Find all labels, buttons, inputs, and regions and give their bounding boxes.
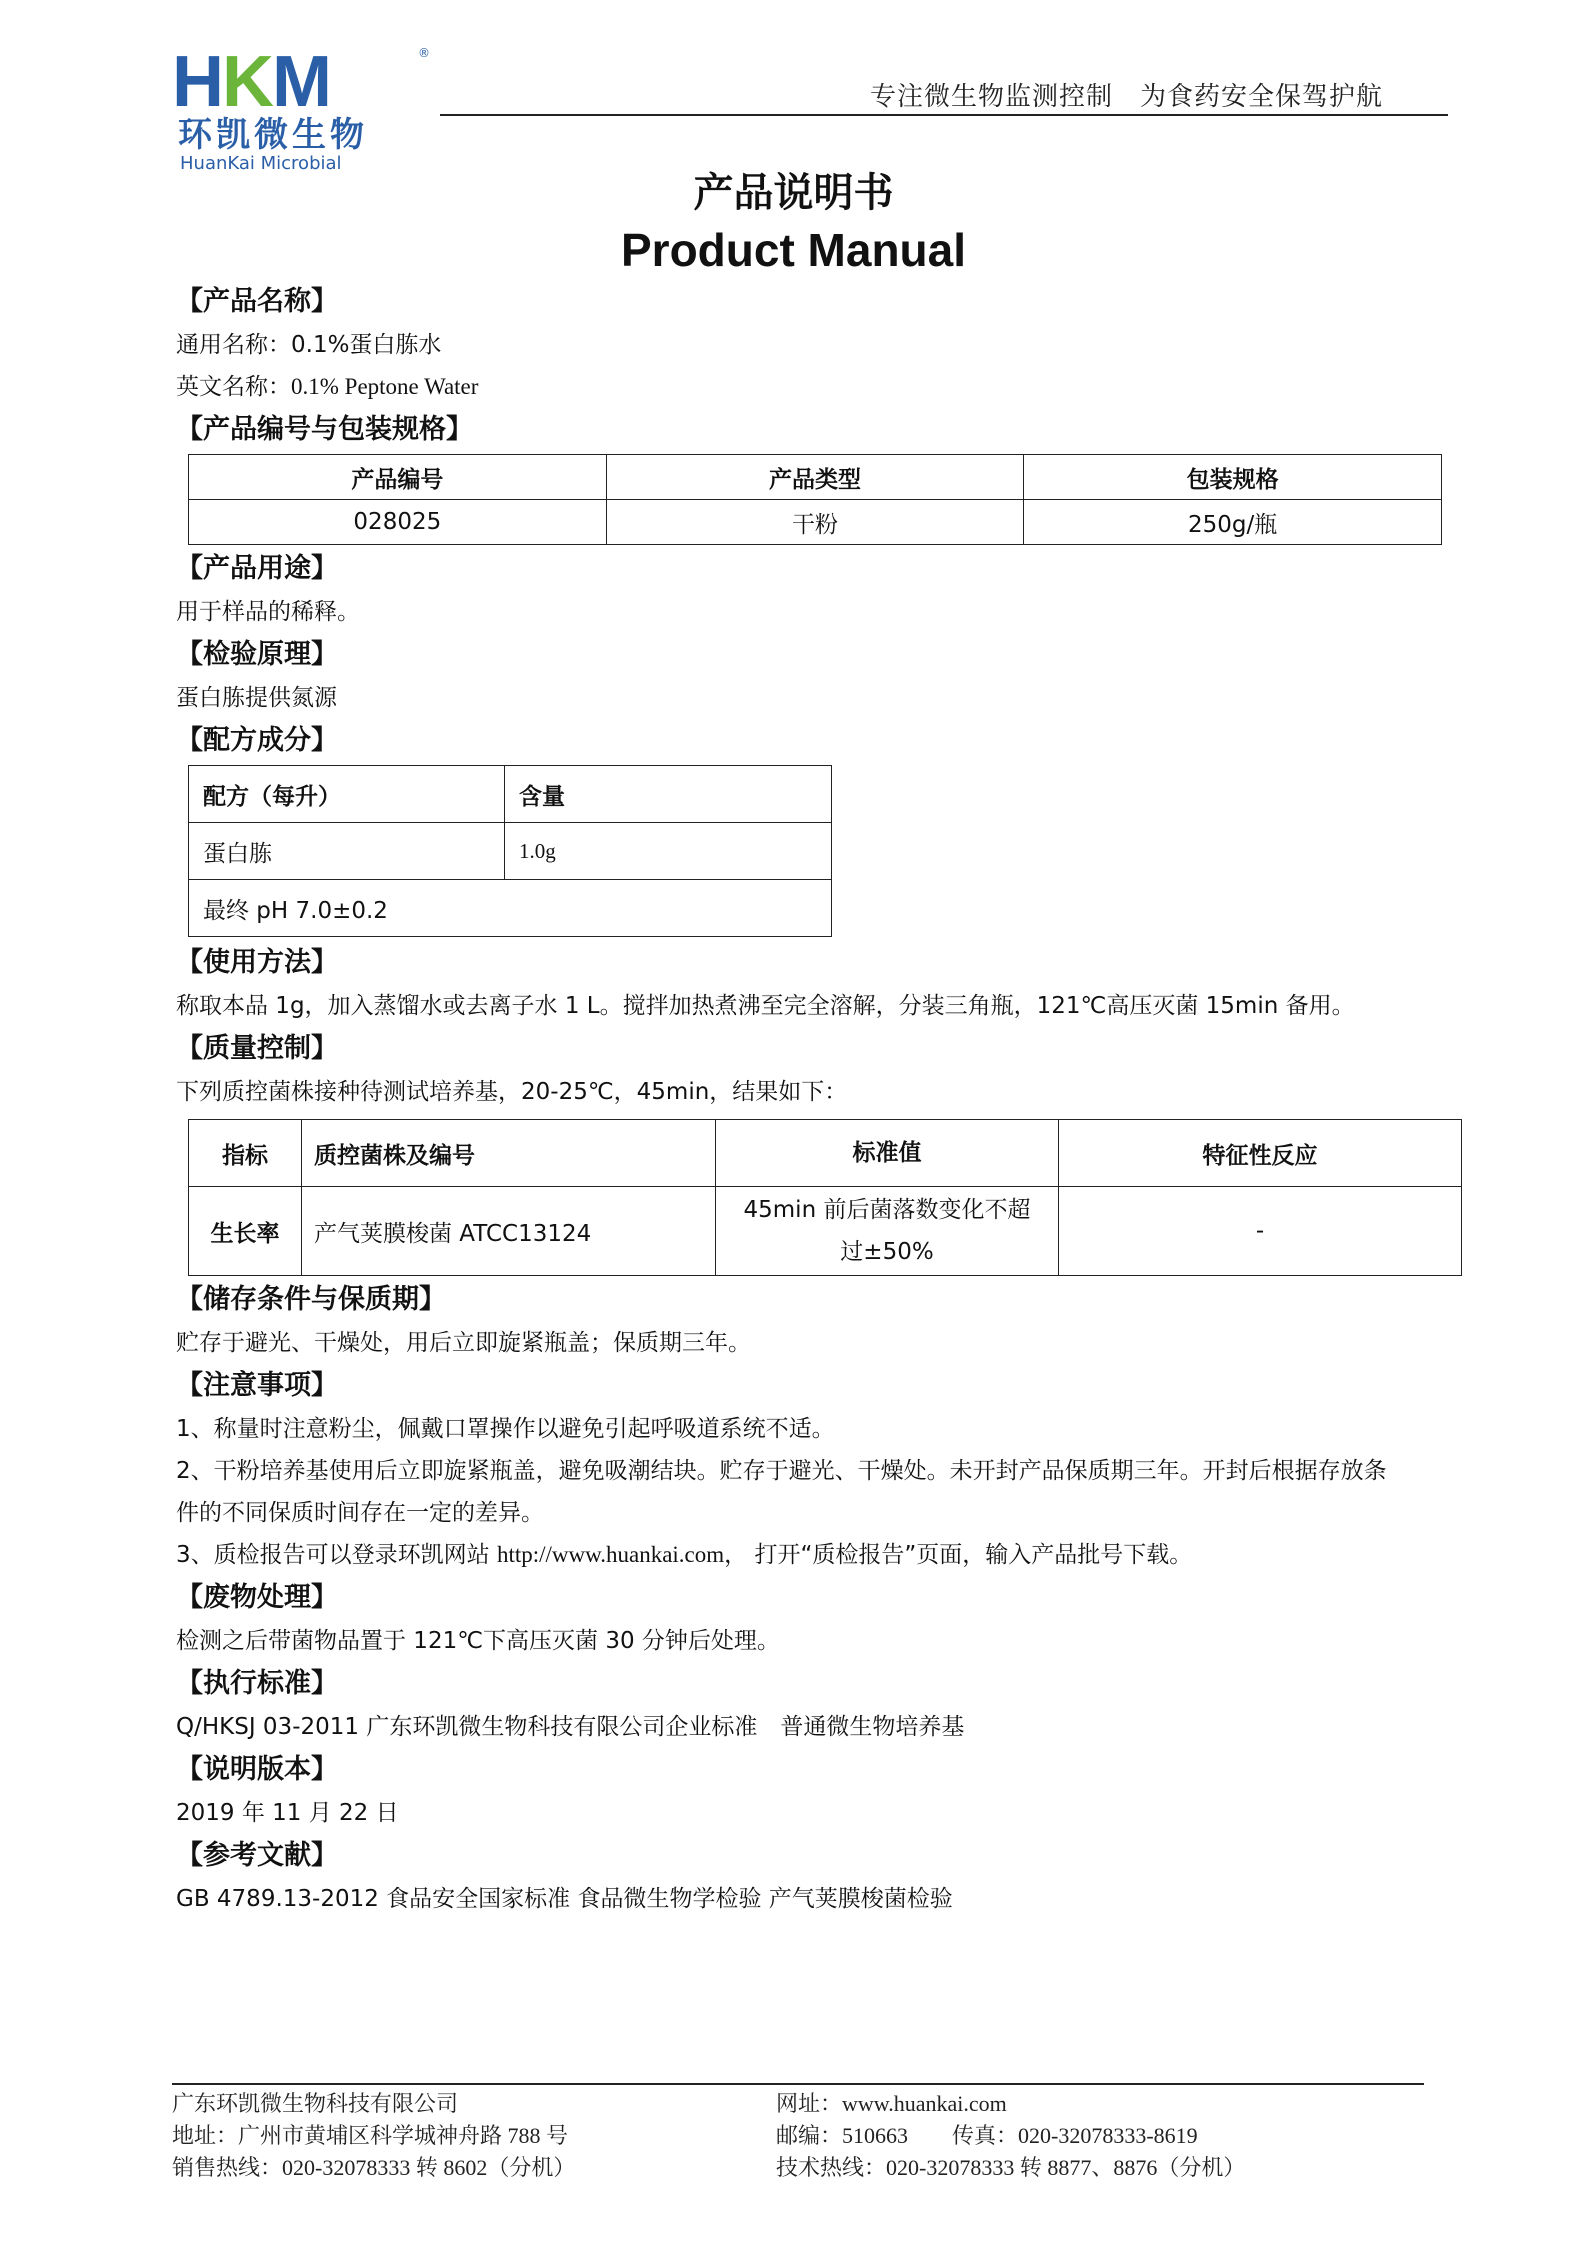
quality-intro: 下列质控菌株接种待测试培养基，20-25℃，45min，结果如下： — [176, 1079, 848, 1105]
ingredient-name: 蛋白胨 — [189, 823, 505, 880]
table-row — [189, 1187, 1462, 1276]
principle-text: 蛋白胨提供氮源 — [176, 685, 337, 711]
reference-text: GB 4789.13-2012 食品安全国家标准 食品微生物学检验 产气荚膜梭菌检验 — [176, 1886, 953, 1912]
section-heading-formula: 【配方成分】 — [176, 725, 338, 756]
common-name: 通用名称：0.1%蛋白胨水 — [176, 332, 442, 358]
table-header-cell: 指标 — [189, 1120, 302, 1187]
storage-text: 贮存于避光、干燥处，用后立即旋紧瓶盖；保质期三年。 — [176, 1330, 751, 1356]
registered-mark: ® — [418, 46, 430, 60]
website-link[interactable]: http://www.huankai.com， — [496, 1542, 748, 1567]
table-header-cell: 包装规格 — [1024, 455, 1442, 500]
qc-strain: 产气荚膜梭菌 ATCC13124 — [302, 1187, 716, 1276]
english-name-label: 英文名称： — [176, 374, 291, 400]
waste-text: 检测之后带菌物品置于 121℃下高压灭菌 30 分钟后处理。 — [176, 1628, 780, 1654]
section-heading-version: 【说明版本】 — [176, 1754, 338, 1785]
package-table — [188, 454, 1442, 545]
section-heading-waste: 【废物处理】 — [176, 1582, 338, 1613]
english-name-value: 0.1% Peptone Water — [291, 374, 479, 399]
table-header-cell: 标准值 — [716, 1120, 1059, 1187]
section-heading-reference: 【参考文献】 — [176, 1840, 338, 1871]
logo-chinese-name: 环凯微生物 — [178, 115, 368, 155]
ingredient-amount: 1.0g — [505, 823, 832, 880]
section-heading-name: 【产品名称】 — [176, 286, 338, 317]
footer-right — [776, 2088, 1245, 2184]
table-header-cell: 产品类型 — [606, 455, 1024, 500]
method-text: 称取本品 1g，加入蒸馏水或去离子水 1 L。搅拌加热煮沸至完全溶解，分装三角瓶，121℃高压灭菌 15min 备用。 — [176, 993, 1355, 1019]
table-header-row — [189, 766, 832, 823]
manual-content — [176, 280, 1466, 1920]
footer-postcode-fax: 邮编：510663 传真：020-32078333-8619 — [776, 2123, 1198, 2148]
table-row — [189, 500, 1442, 545]
usage-text: 用于样品的稀释。 — [176, 599, 360, 625]
page-title-english: Product Manual — [620, 224, 967, 276]
qc-standard-line-2: 过±50% — [840, 1239, 934, 1265]
table-header-cell: 质控菌株及编号 — [302, 1120, 716, 1187]
section-heading-usage: 【产品用途】 — [176, 553, 338, 584]
logo-mark: HKM — [172, 42, 330, 122]
note-item-3-suffix: 打开“质检报告”页面，输入产品批号下载。 — [747, 1542, 1193, 1568]
qc-standard — [716, 1187, 1059, 1276]
footer-website[interactable]: 网址：www.huankai.com — [776, 2091, 1007, 2116]
section-heading-quality: 【质量控制】 — [176, 1033, 338, 1064]
page-title-chinese: 产品说明书 — [693, 170, 894, 216]
footer-address: 地址：广州市黄埔区科学城神舟路 788 号 — [172, 2123, 569, 2148]
table-row — [189, 880, 832, 937]
footer-sales-hotline: 销售热线：020-32078333 转 8602（分机） — [172, 2155, 576, 2180]
company-logo — [172, 42, 452, 174]
table-header-cell: 特征性反应 — [1059, 1120, 1462, 1187]
table-header-row — [189, 455, 1442, 500]
version-text: 2019 年 11 月 22 日 — [176, 1800, 399, 1826]
section-heading-standard: 【执行标准】 — [176, 1668, 338, 1699]
table-header-cell: 含量 — [505, 766, 832, 823]
header-divider — [440, 114, 1448, 116]
standard-text: Q/HKSJ 03-2011 广东环凯微生物科技有限公司企业标准 普通微生物培养基 — [176, 1714, 965, 1740]
note-item-2-line-2: 件的不同保质时间存在一定的差异。 — [176, 1500, 544, 1526]
qc-index: 生长率 — [189, 1187, 302, 1276]
section-heading-package: 【产品编号与包装规格】 — [176, 414, 473, 445]
footer-tech-hotline: 技术热线：020-32078333 转 8877、8876（分机） — [776, 2155, 1246, 2180]
final-ph: 最终 pH 7.0±0.2 — [189, 880, 832, 937]
footer-company: 广东环凯微生物科技有限公司 — [172, 2091, 459, 2116]
note-item-3 — [176, 1534, 1466, 1576]
table-header-cell: 产品编号 — [189, 455, 607, 500]
note-item-1: 1、称量时注意粉尘，佩戴口罩操作以避免引起呼吸道系统不适。 — [176, 1416, 835, 1442]
footer-left — [172, 2088, 575, 2184]
footer-divider — [172, 2083, 1424, 2085]
logo-english-name: HuanKai Microbial — [180, 153, 342, 174]
section-heading-notes: 【注意事项】 — [176, 1370, 338, 1401]
section-heading-method: 【使用方法】 — [176, 947, 338, 978]
note-item-3-prefix: 3、质检报告可以登录环凯网站 — [176, 1542, 497, 1568]
header-slogan: 专注微生物监测控制 为食药安全保驾护航 — [870, 82, 1384, 112]
table-header-row — [189, 1120, 1462, 1187]
table-row — [189, 823, 832, 880]
product-code: 028025 — [189, 500, 607, 545]
formula-table — [188, 765, 832, 937]
qc-reaction: - — [1059, 1187, 1462, 1276]
section-heading-principle: 【检验原理】 — [176, 639, 338, 670]
note-item-2-line-1: 2、干粉培养基使用后立即旋紧瓶盖，避免吸潮结块。贮存于避光、干燥处。未开封产品保质期三年。开封后根据存放条 — [176, 1458, 1387, 1484]
package-spec: 250g/瓶 — [1024, 500, 1442, 545]
quality-control-table — [188, 1119, 1462, 1276]
table-header-cell: 配方（每升） — [189, 766, 505, 823]
section-heading-storage: 【储存条件与保质期】 — [176, 1284, 446, 1315]
product-type: 干粉 — [606, 500, 1024, 545]
english-name — [176, 366, 1466, 408]
qc-standard-line-1: 45min 前后菌落数变化不超 — [743, 1197, 1031, 1223]
